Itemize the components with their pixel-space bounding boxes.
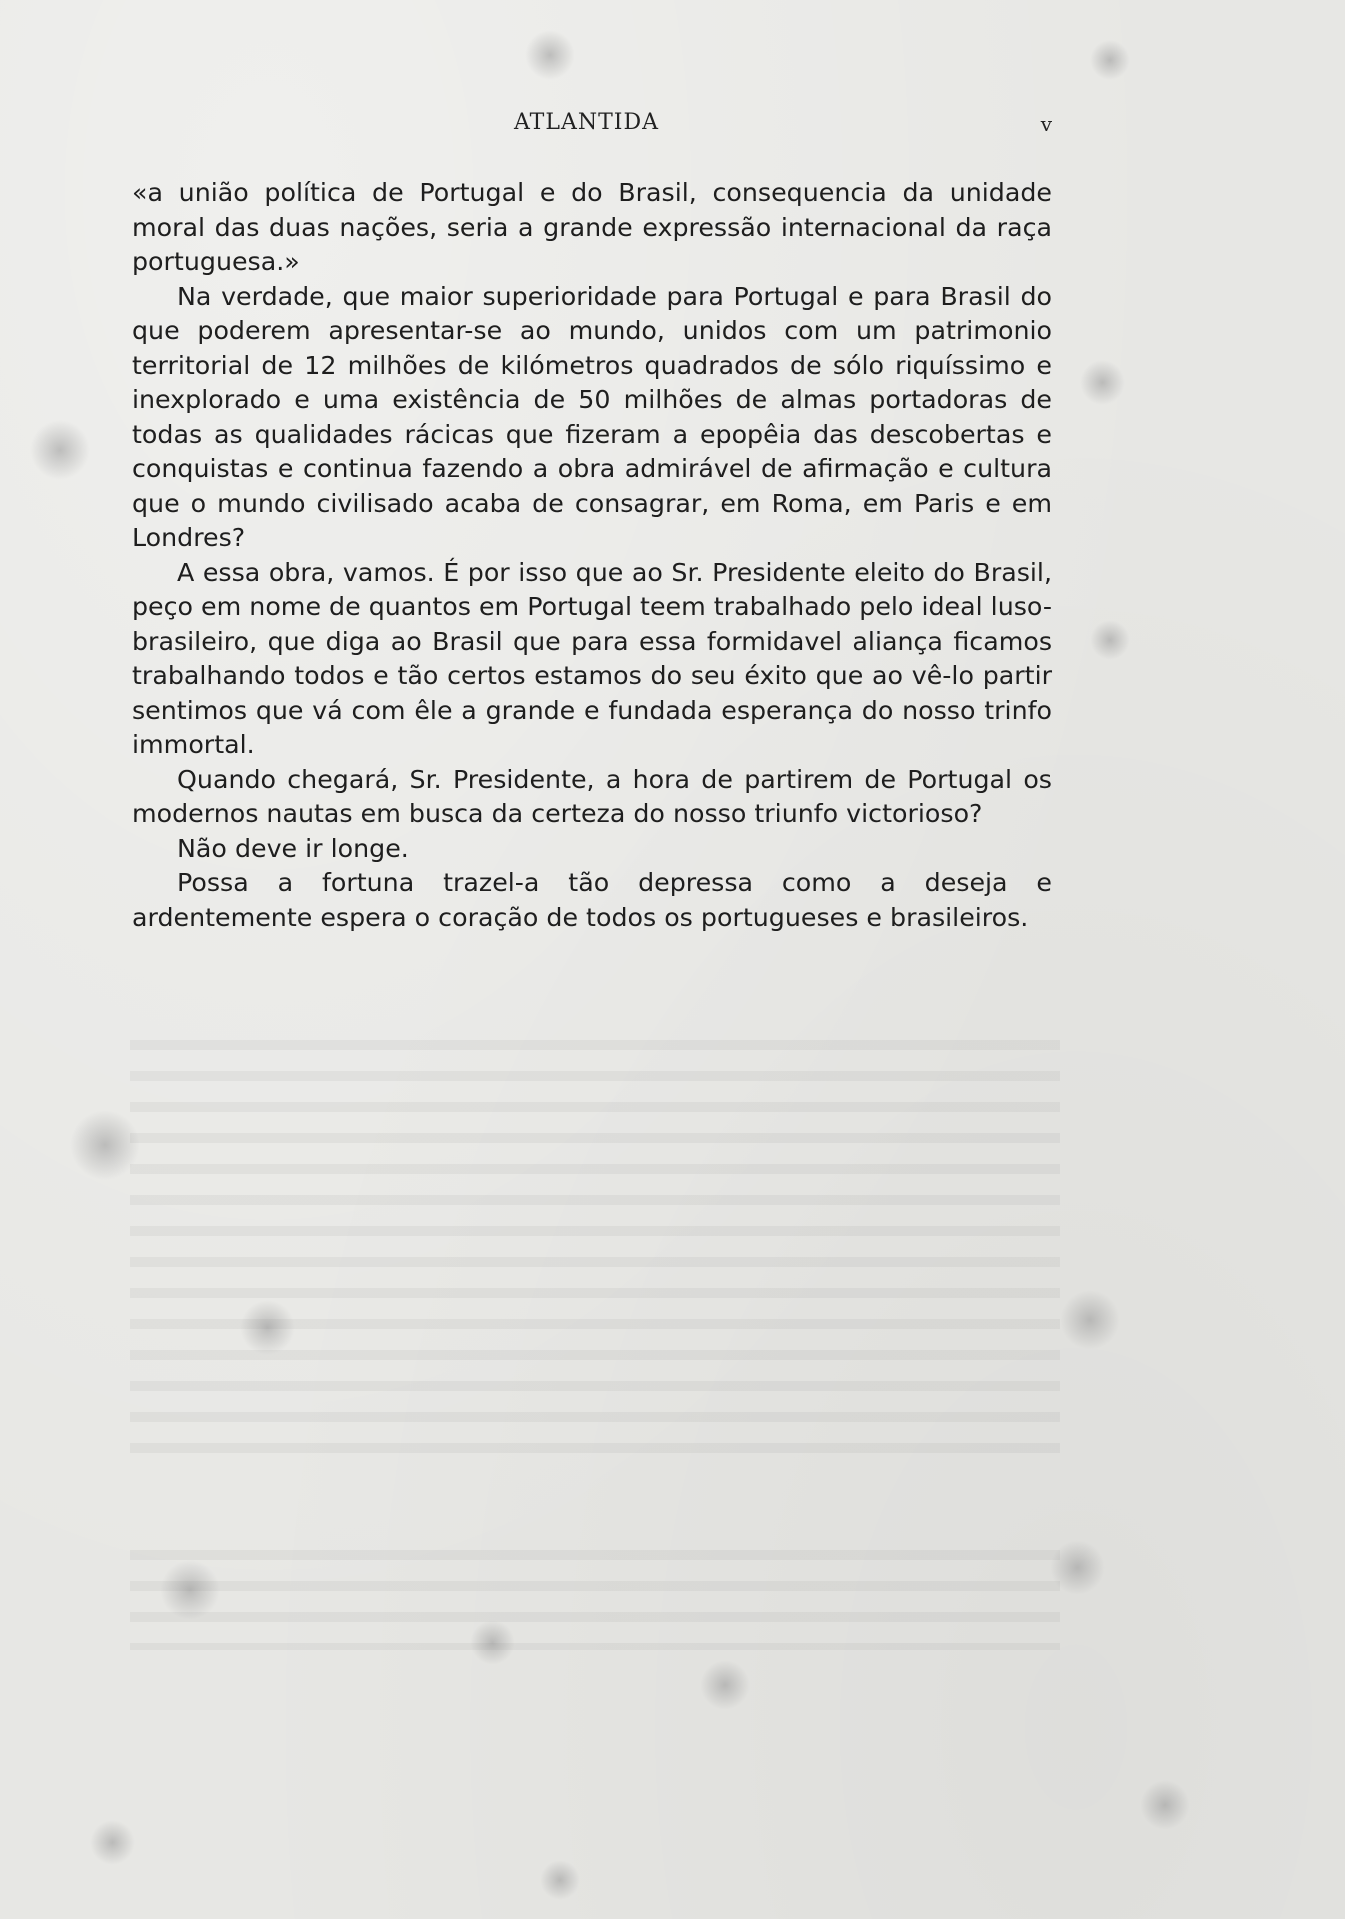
paragraph: Possa a fortuna trazel-a tão depressa como a deseja e ardentemente espera o coração de todos os portugueses e brasileiros. (132, 868, 1052, 932)
body-text (132, 176, 1052, 935)
page-header (132, 110, 1052, 140)
paragraph: Não deve ir longe. (177, 833, 409, 863)
paper-speck (30, 420, 90, 480)
paper-speck (90, 1820, 135, 1865)
paper-speck (700, 1660, 750, 1710)
bleed-through (130, 1550, 1060, 1650)
paper-speck (1090, 620, 1130, 660)
paper-speck (540, 1860, 580, 1900)
page-number: v (1040, 112, 1052, 136)
paragraph: A essa obra, vamos. É por isso que ao Sr. Presidente eleito do Brasil, peço em nome de quantos em Portugal teem trabalhado pelo ideal luso-brasileiro, que diga ao Brasil que para essa formidavel aliança ficamos trabalhando todos e tão certos estamos do seu éxito que ao vê-lo partir sentimos que vá com êle a grande e fundada esperança do nosso trinfo immortal. (132, 557, 1052, 759)
paragraph: «a união política de Portugal e do Brasil, consequencia da unidade moral das duas nações, seria a grande expressão internacional da raça portuguesa.» (132, 178, 1052, 276)
bleed-through (130, 1040, 1060, 1460)
paper-speck (1080, 360, 1125, 405)
paper-speck (1140, 1780, 1190, 1830)
paragraph: Na verdade, que maior superioridade para Portugal e para Brasil do que poderem apresentar-se ao mundo, unidos com um patrimonio territorial de 12 milhões de kilómetros quadrados de sólo riquíssimo e inexplorado e uma existência de 50 milhões de almas portadoras de todas as qualidades rácicas que fizeram a epopêia das descobertas e conquistas e continua fazendo a obra admirável de afirmação e cultura que o mundo civilisado acaba de consagrar, em Roma, em Paris e em Londres? (132, 281, 1052, 552)
paper-speck (1060, 1290, 1120, 1350)
paper-speck (1090, 40, 1130, 80)
paragraph: Quando chegará, Sr. Presidente, a hora de partirem de Portugal os modernos nautas em busca da certeza do nosso triunfo victorioso? (132, 764, 1052, 828)
running-title: ATLANTIDA (514, 110, 659, 135)
paper-speck (525, 30, 575, 80)
